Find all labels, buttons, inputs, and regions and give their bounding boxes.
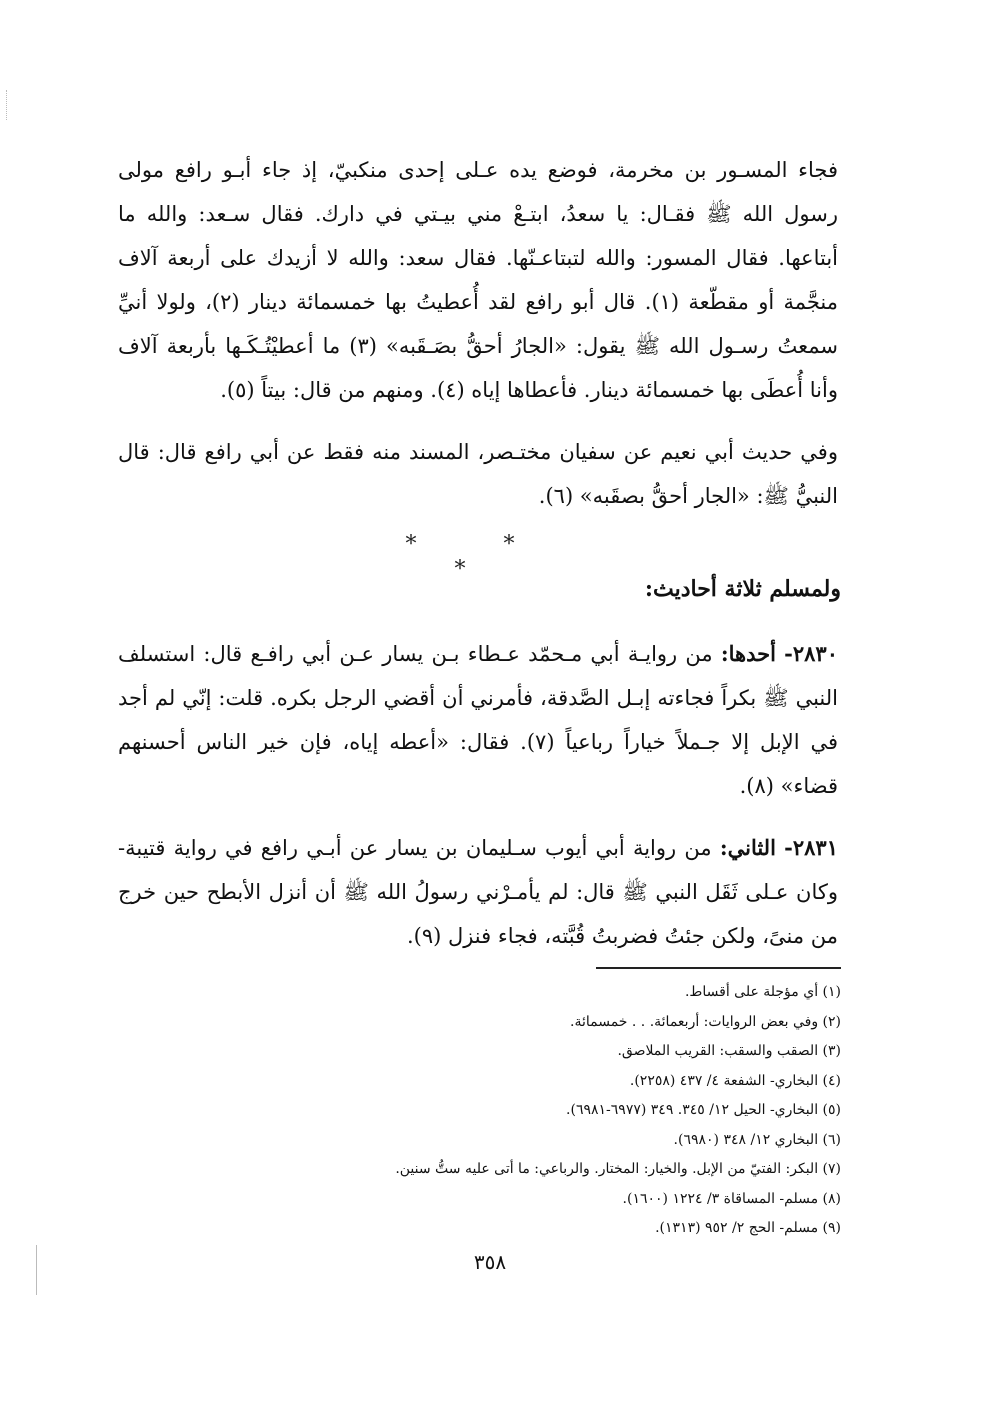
body-paragraph-2 (118, 430, 838, 518)
footnote: (٢) وفي بعض الروايات: أربعمائة. . . خمسمائة. (570, 1013, 841, 1030)
hadith-2830 (118, 632, 838, 808)
body-paragraph-1 (118, 148, 838, 412)
footnote-separator (596, 967, 841, 969)
footnote: (٧) البكر: الفتيّ من الإبل. والخيار: المختار. والرباعي: ما أتى عليه ستُّ سنين. (395, 1161, 841, 1177)
footnote: (٥) البخاري- الحيل ١٢/ ٣٤٥. ٣٤٩ (٦٩٧٧-٦٩٨١). (566, 1102, 841, 1118)
paragraph-text: وفي حديث أبي نعيم عن سفيان مختـصر، المسند منه فقط عن أبي رافع قال: قال النبيُّ ﷺ: «الجار أحقُّ بصقَبه» (٦). (118, 440, 838, 508)
hadith-paragraph (118, 632, 838, 808)
page-number: ٣٥٨ (473, 1250, 507, 1274)
section-heading: ولمسلم ثلاثة أحاديث: (644, 576, 841, 602)
footnote: (٦) البخاري ١٢/ ٣٤٨ (٦٩٨٠). (673, 1131, 841, 1148)
hadith-2831 (118, 826, 838, 958)
hadith-text: من روايـة أبي مـحمّد عـطاء بـن يسار عـن أبي رافـع قال: استسلف النبي ﷺ بكراً فجاءته إبـل الصَّدقة، فأمرني أن أقضي الرجل بكره. قلت: إنّي لم أجد في الإبل إلا جـملاً خياراً رباعياً (٧). فقال: «أعطه إياه، فإن خير الناس أحسنهم قضاء» (٨). (118, 642, 838, 798)
hadith-label: الثاني: (719, 835, 776, 860)
scan-artifact (36, 1245, 38, 1295)
hadith-number: ٢٨٣١- (784, 835, 838, 860)
footnote: (٩) مسلم- الحج ٢/ ٩٥٢ (١٣١٣). (655, 1220, 841, 1236)
footnotes (300, 978, 841, 1244)
footnote: (١) أي مؤجلة على أقساط. (684, 984, 841, 1000)
hadith-number: ٢٨٣٠- (784, 641, 838, 666)
scan-artifact (6, 90, 8, 120)
hadith-text: من رواية أبي أيوب سـليمان بن يسار عن أبـي رافع في رواية قتيبة- وكان عـلى ثَقَل النبي ﷺ قال: لم يأمـرْني رسولُ الله ﷺ أن أنزل الأبطح حين خرج من منىً، ولكن جئتُ فضربتُ قُبَّته، فجاء فنزل (٩). (118, 836, 838, 948)
hadith-label: أحدها: (720, 641, 776, 666)
section-divider-stars: * * * (405, 532, 555, 582)
hadith-paragraph (118, 826, 838, 958)
footnote: (٨) مسلم- المساقاة ٣/ ١٢٢٤ (١٦٠٠). (622, 1190, 841, 1207)
footnote: (٣) الصقب والسقب: القريب الملاصق. (617, 1043, 841, 1059)
paragraph-text: فجاء المسـور بن مخرمة، فوضع يده عـلى إحدى منكبيّ، إذ جاء أبـو رافع مولى رسول الله ﷺ فقـال: يا سعدُ، ابتـعْ مني بيـتي في دارك. فقال سـعد: والله ما أبتاعها. فقال المسور: والله لتبتاعـنّها. فقال سعد: والله لا أزيدك على أربعة آلاف منجَّمة أو مقطّعة (١). قال أبو رافع لقد أُعطيتُ بها خمسمائة دينار (٢)، ولولا أنيِّ سمعتُ رسـول الله ﷺ يقول: «الجارُ أحقُّ بصَـقَبه» (٣) ما أعطيْتُـكَـها بأربعة آلاف وأنا أُعطَى بها خمسمائة دينار. فأعطاها إياه (٤). ومنهم من قال: بيتاً (٥). (118, 158, 839, 402)
footnote: (٤) البخاري- الشفعة ٤/ ٤٣٧ (٢٢٥٨). (629, 1072, 841, 1089)
